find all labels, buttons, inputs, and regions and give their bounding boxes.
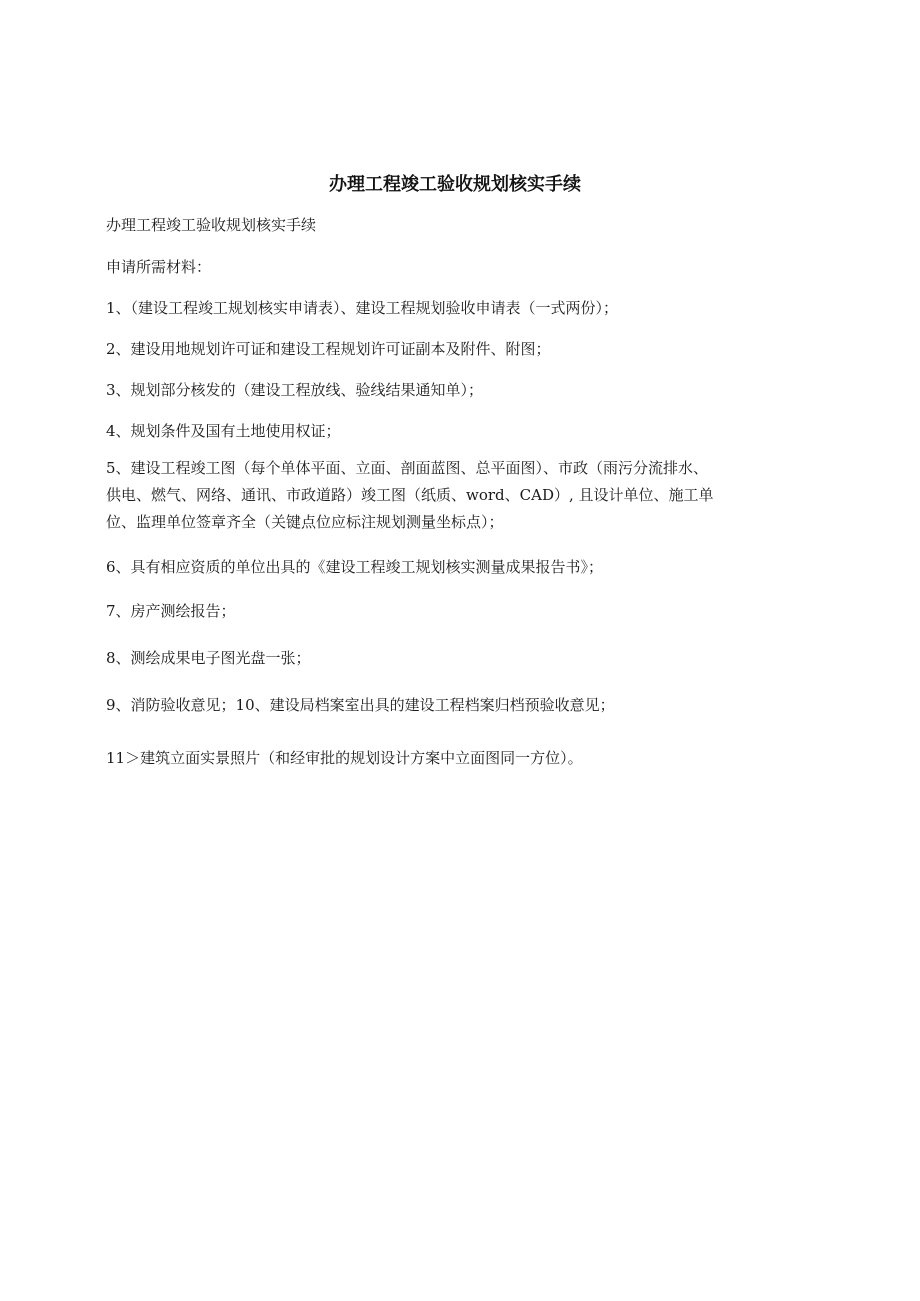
list-item-5-line-1: 5、建设工程竣工图（每个单体平面、立面、剖面蓝图、总平面图）、市政（雨污分流排水、 bbox=[106, 459, 709, 477]
list-item-2: 2、建设用地规划许可证和建设工程规划许可证副本及附件、附图； bbox=[106, 340, 551, 358]
list-item-11: 11＞建筑立面实景照片（和经审批的规划设计方案中立面图同一方位）。 bbox=[106, 749, 583, 767]
list-item-4: 4、规划条件及国有土地使用权证； bbox=[106, 422, 341, 440]
list-item-7: 7、房产测绘报告； bbox=[106, 602, 236, 620]
list-item-9-10: 9、消防验收意见；10、建设局档案室出具的建设工程档案归档预验收意见； bbox=[106, 696, 615, 714]
materials-heading: 申请所需材料： bbox=[106, 258, 212, 276]
document-title: 办理工程竣工验收规划核实手续 bbox=[329, 174, 581, 195]
list-item-3: 3、规划部分核发的（建设工程放线、验线结果通知单）； bbox=[106, 381, 484, 399]
list-item-5-line-3: 位、监理单位签章齐全（关键点位应标注规划测量坐标点）； bbox=[106, 513, 504, 531]
document-subtitle: 办理工程竣工验收规划核实手续 bbox=[106, 216, 317, 234]
list-item-8: 8、测绘成果电子图光盘一张； bbox=[106, 649, 311, 667]
list-item-5 bbox=[106, 455, 796, 536]
list-item-5-line-2: 供电、燃气、网络、通讯、市政道路）竣工图（纸质、word、CAD）, 且设计单位、施工单 bbox=[106, 486, 714, 504]
list-item-1: 1、（建设工程竣工规划核实申请表）、建设工程规划验收申请表（一式两份）； bbox=[106, 299, 619, 317]
list-item-6: 6、具有相应资质的单位出具的《建设工程竣工规划核实测量成果报告书》； bbox=[106, 558, 604, 576]
